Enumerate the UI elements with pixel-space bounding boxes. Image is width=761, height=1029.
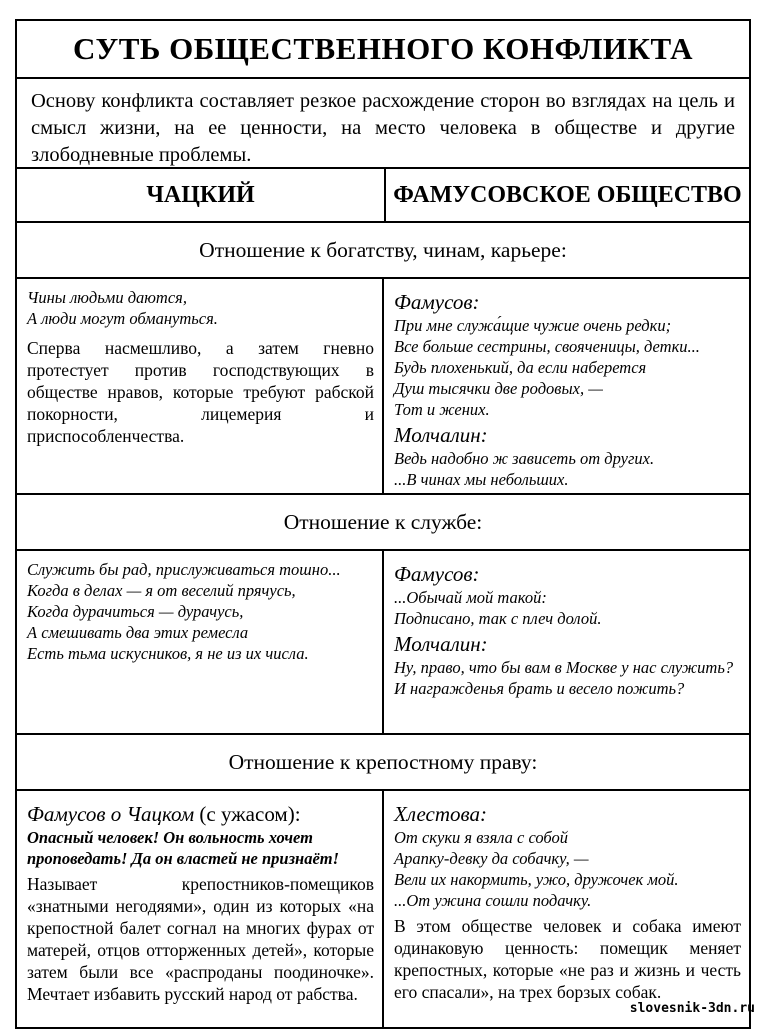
quote-line: ...В чинах мы небольших. xyxy=(394,470,569,489)
quote-line: А люди могут обмануться. xyxy=(27,309,218,328)
section-heading-wealth: Отношение к богатству, чинам, карьере: xyxy=(17,223,749,279)
quote-line: Подписано, так с плеч долой. xyxy=(394,609,602,628)
chatsky-cell xyxy=(17,551,384,733)
society-cell xyxy=(384,791,749,1027)
quote-line: Опасный человек! Он вольность хочет проповедать! Да он властей не признаёт! xyxy=(27,828,340,868)
quote-line: Когда дурачиться — дурачусь, xyxy=(27,602,244,621)
quote-line: Арапку-девку да собачку, — xyxy=(394,849,589,868)
quote-line: Ну, право, что бы вам в Москве у нас служить? xyxy=(394,658,734,677)
speaker-name: Молчалин: xyxy=(394,423,488,447)
column-header-famusov-society: ФАМУСОВСКОЕ ОБЩЕСТВО xyxy=(393,181,742,208)
chatsky-cell xyxy=(17,791,384,1027)
commentary-text: В этом обществе человек и собака имеют одинаковую ценность: помещик меняет крепостных, которые «не раз и жизнь и честь его спасали», на трех борзых собак. xyxy=(394,916,741,1002)
section-heading-serfdom: Отношение к крепостному праву: xyxy=(17,735,749,791)
column-header-chatsky: ЧАЦКИЙ xyxy=(17,169,386,221)
quote-line: ...От ужина сошли подачку. xyxy=(394,891,592,910)
intro-paragraph: Основу конфликта составляет резкое расхождение сторон во взглядах на цель и смысл жизни, на ее ценности, на место человека в обществе и другие злободневные проблемы. xyxy=(17,79,749,169)
section-heading-service: Отношение к службе: xyxy=(17,495,749,551)
quote-line: Служить бы рад, прислуживаться тошно... xyxy=(27,560,341,579)
society-cell xyxy=(384,279,749,493)
quote-line: От скуки я взяла с собой xyxy=(394,828,569,847)
chatsky-cell xyxy=(17,279,384,493)
quote-line: Есть тьма искусников, я не из их числа. xyxy=(27,644,309,663)
quote-line: Душ тысячки две родовых, — xyxy=(394,379,603,398)
speaker-name: Молчалин: xyxy=(394,632,488,656)
quote-line: При мне служа́щие чужие очень редки; xyxy=(394,316,672,335)
speaker-name xyxy=(27,802,374,827)
quote-line: Будь плохенький, да если наберется xyxy=(394,358,647,377)
commentary-text: Называет крепостников-помещиков «знатными негодяями», один из которых «на крепостной балет согнал на многих фурах от матерей, отцов отторженных детей», которые затем были все «распроданы поодиночке». Мечтает избавить русский народ от рабства. xyxy=(27,874,374,1004)
section-row-wealth xyxy=(17,279,749,495)
section-row-serfdom xyxy=(17,791,749,1027)
quote-line: Тот и жених. xyxy=(394,400,490,419)
section-row-service xyxy=(17,551,749,735)
page-title: СУТЬ ОБЩЕСТВЕННОГО КОНФЛИКТА xyxy=(17,21,749,79)
quote-line: Вели их накормить, ужо, дружочек мой. xyxy=(394,870,679,889)
speaker-note: (с ужасом): xyxy=(199,802,301,826)
quote-line: А смешивать два этих ремесла xyxy=(27,623,249,642)
quote-line: Чины людьми даются, xyxy=(27,288,187,307)
quote-line: Все больше сестрины, свояченицы, детки... xyxy=(394,337,700,356)
site-watermark: slovesnik-3dn.ru xyxy=(629,1001,755,1016)
conflict-table xyxy=(15,19,751,1029)
speaker-name: Фамусов: xyxy=(394,562,480,586)
speaker-label: Фамусов о Чацком xyxy=(27,802,195,826)
quote-line: И награжденья брать и весело пожить? xyxy=(394,679,685,698)
quote-line: Когда в делах — я от веселий прячусь, xyxy=(27,581,296,600)
commentary-text: Сперва насмешливо, а затем гневно протестует против господствующих в обществе нравов, которые требуют рабской покорности, лицемерия и приспособленчества. xyxy=(27,338,374,446)
column-headers xyxy=(17,169,749,223)
quote-line: Ведь надобно ж зависеть от других. xyxy=(394,449,655,468)
speaker-name: Хлестова: xyxy=(394,802,488,826)
society-cell xyxy=(384,551,749,733)
quote-line: ...Обычай мой такой: xyxy=(394,588,547,607)
speaker-name: Фамусов: xyxy=(394,290,480,314)
